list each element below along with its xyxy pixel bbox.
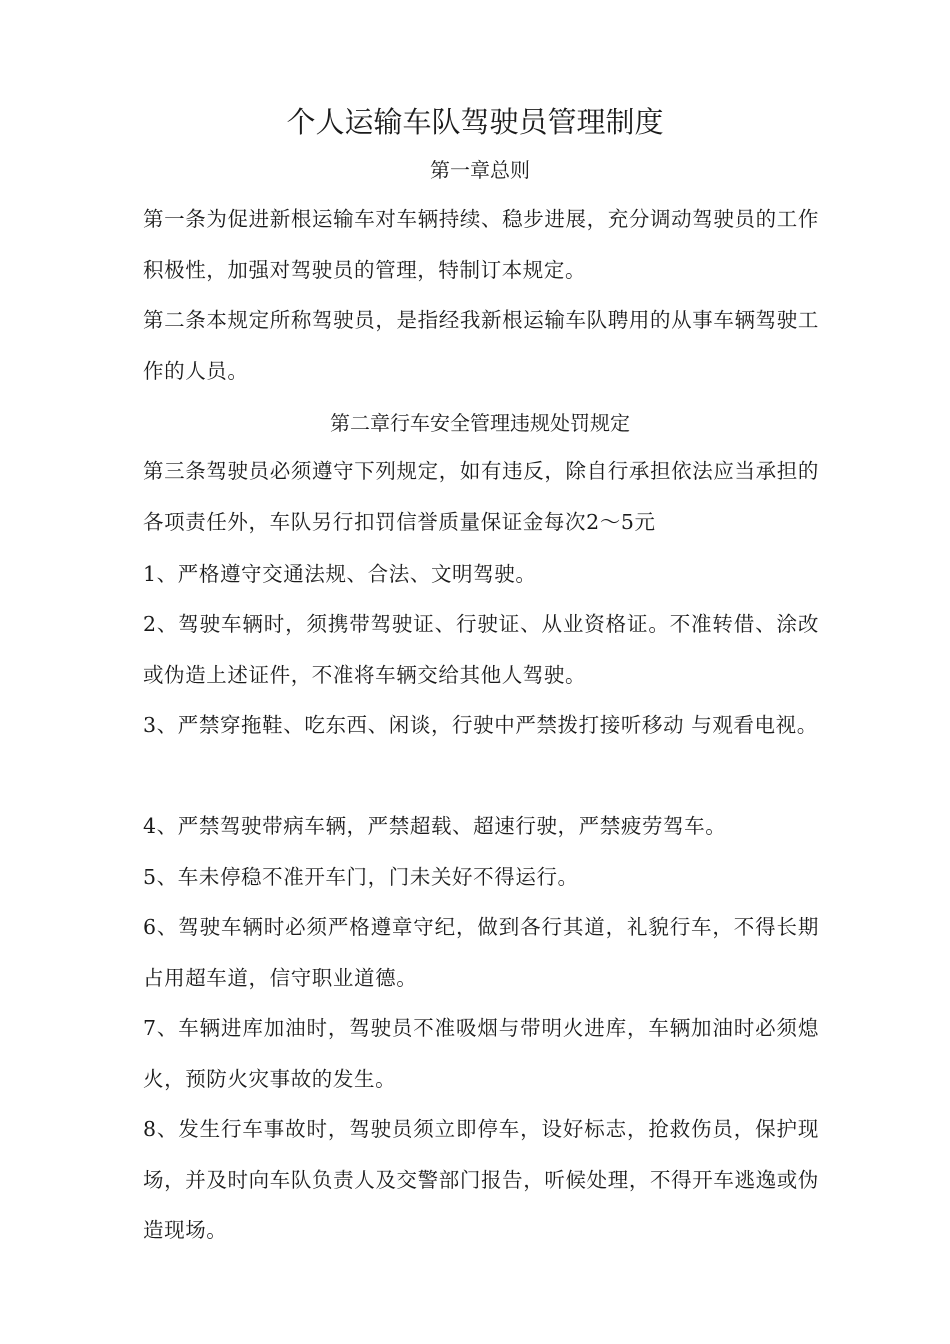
- list-item: 1、严格遵守交通法规、合法、文明驾驶。: [143, 562, 537, 586]
- list-item: 2、驾驶车辆时，须携带驾驶证、行驶证、从业资格证。不准转借、涂改或伪造上述证件，不准将车辆交给其他人驾驶。: [143, 612, 819, 687]
- article-1: 第一条为促进新根运输车对车辆持续、稳步进展，充分调动驾驶员的工作积极性，加强对驾驶员的管理，特制订本规定。: [143, 207, 819, 282]
- chapter-heading-2: 第二章行车安全管理违规处罚规定: [330, 411, 630, 435]
- list-item: 3、严禁穿拖鞋、吃东西、闲谈，行驶中严禁拨打接听移动 与观看电视。: [143, 713, 818, 737]
- list-item: 7、车辆进库加油时，驾驶员不准吸烟与带明火进库，车辆加油时必须熄火，预防火灾事故的发生。: [143, 1016, 819, 1091]
- document-title: 个人运输车队驾驶员管理制度: [286, 105, 664, 139]
- list-item: 8、发生行车事故时，驾驶员须立即停车，设好标志，抢救伤员，保护现场，并及时向车队负责人及交警部门报告，听候处理，不得开车逃逸或伪造现场。: [143, 1117, 819, 1242]
- chapter-heading-1: 第一章总则: [430, 158, 530, 182]
- list-item: 4、严禁驾驶带病车辆，严禁超载、超速行驶，严禁疲劳驾车。: [143, 814, 727, 838]
- article-3: 第三条驾驶员必须遵守下列规定，如有违反，除自行承担依法应当承担的各项责任外，车队另行扣罚信誉质量保证金每次2〜5元: [143, 459, 819, 534]
- list-item: 6、驾驶车辆时必须严格遵章守纪，做到各行其道，礼貌行车，不得长期占用超车道，信守职业道德。: [143, 915, 819, 990]
- list-item: 5、车未停稳不准开车门，门未关好不得运行。: [143, 865, 579, 889]
- article-2: 第二条本规定所称驾驶员，是指经我新根运输车队聘用的从事车辆驾驶工作的人员。: [143, 308, 819, 383]
